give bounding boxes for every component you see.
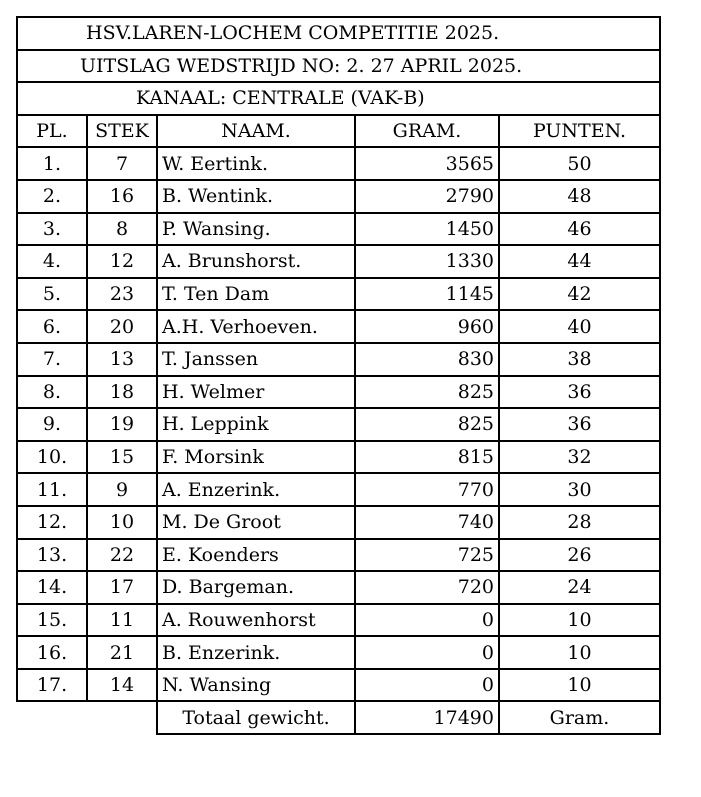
results-sheet	[16, 16, 661, 735]
table-row	[17, 408, 660, 441]
column-header-naam: NAAM.	[157, 115, 355, 148]
column-header-punten: PUNTEN.	[499, 115, 660, 148]
cell-punten: 44	[499, 245, 660, 278]
cell-gram: 1450	[355, 213, 499, 246]
cell-stek: 18	[87, 376, 157, 409]
total-row	[17, 701, 660, 734]
cell-place: 16.	[17, 636, 87, 669]
cell-name: A. Rouwenhorst	[157, 604, 355, 637]
cell-punten: 26	[499, 539, 660, 572]
table-row	[17, 278, 660, 311]
cell-gram: 960	[355, 310, 499, 343]
cell-gram: 825	[355, 408, 499, 441]
cell-stek: 21	[87, 636, 157, 669]
cell-gram: 770	[355, 473, 499, 506]
header-row-match	[17, 50, 660, 83]
match-info: UITSLAG WEDSTRIJD NO: 2. 27 APRIL 2025.	[17, 50, 660, 83]
cell-stek: 15	[87, 441, 157, 474]
total-weight: 17490	[355, 701, 499, 734]
cell-punten: 46	[499, 213, 660, 246]
cell-punten: 32	[499, 441, 660, 474]
cell-place: 6.	[17, 310, 87, 343]
table-row	[17, 213, 660, 246]
cell-punten: 40	[499, 310, 660, 343]
cell-gram: 1330	[355, 245, 499, 278]
cell-place: 15.	[17, 604, 87, 637]
cell-punten: 50	[499, 147, 660, 180]
cell-stek: 20	[87, 310, 157, 343]
cell-gram: 0	[355, 669, 499, 702]
cell-place: 7.	[17, 343, 87, 376]
cell-gram: 740	[355, 506, 499, 539]
table-row	[17, 636, 660, 669]
column-header-gram: GRAM.	[355, 115, 499, 148]
cell-place: 4.	[17, 245, 87, 278]
header-row-location	[17, 82, 660, 115]
cell-gram: 825	[355, 376, 499, 409]
column-header-row	[17, 115, 660, 148]
cell-name: B. Wentink.	[157, 180, 355, 213]
cell-name: H. Welmer	[157, 376, 355, 409]
cell-name: W. Eertink.	[157, 147, 355, 180]
cell-name: T. Ten Dam	[157, 278, 355, 311]
cell-stek: 22	[87, 539, 157, 572]
cell-stek: 16	[87, 180, 157, 213]
cell-stek: 23	[87, 278, 157, 311]
cell-place: 3.	[17, 213, 87, 246]
table-row	[17, 506, 660, 539]
cell-gram: 3565	[355, 147, 499, 180]
cell-place: 13.	[17, 539, 87, 572]
cell-place: 5.	[17, 278, 87, 311]
header-row-title	[17, 17, 660, 50]
table-row	[17, 604, 660, 637]
column-header-pl: PL.	[17, 115, 87, 148]
cell-punten: 10	[499, 669, 660, 702]
cell-gram: 1145	[355, 278, 499, 311]
location-info: KANAAL: CENTRALE (VAK-B)	[17, 82, 660, 115]
table-row	[17, 180, 660, 213]
table-row	[17, 441, 660, 474]
table-row	[17, 539, 660, 572]
cell-name: A. Brunshorst.	[157, 245, 355, 278]
cell-gram: 815	[355, 441, 499, 474]
cell-place: 11.	[17, 473, 87, 506]
cell-punten: 10	[499, 604, 660, 637]
cell-place: 14.	[17, 571, 87, 604]
table-row	[17, 310, 660, 343]
cell-name: P. Wansing.	[157, 213, 355, 246]
cell-name: H. Leppink	[157, 408, 355, 441]
column-header-stek: STEK	[87, 115, 157, 148]
cell-punten: 38	[499, 343, 660, 376]
cell-punten: 36	[499, 408, 660, 441]
cell-name: D. Bargeman.	[157, 571, 355, 604]
table-row	[17, 376, 660, 409]
table-row	[17, 147, 660, 180]
cell-punten: 30	[499, 473, 660, 506]
table-row	[17, 571, 660, 604]
cell-punten: 48	[499, 180, 660, 213]
cell-name: A.H. Verhoeven.	[157, 310, 355, 343]
cell-stek: 14	[87, 669, 157, 702]
cell-name: B. Enzerink.	[157, 636, 355, 669]
cell-name: N. Wansing	[157, 669, 355, 702]
cell-stek: 17	[87, 571, 157, 604]
cell-place: 2.	[17, 180, 87, 213]
table-row	[17, 669, 660, 702]
cell-stek: 7	[87, 147, 157, 180]
cell-stek: 9	[87, 473, 157, 506]
cell-punten: 28	[499, 506, 660, 539]
cell-place: 1.	[17, 147, 87, 180]
cell-gram: 720	[355, 571, 499, 604]
cell-name: T. Janssen	[157, 343, 355, 376]
cell-stek: 19	[87, 408, 157, 441]
table-row	[17, 473, 660, 506]
cell-name: E. Koenders	[157, 539, 355, 572]
cell-punten: 24	[499, 571, 660, 604]
cell-punten: 10	[499, 636, 660, 669]
cell-stek: 13	[87, 343, 157, 376]
cell-stek: 12	[87, 245, 157, 278]
results-rows	[17, 147, 660, 701]
cell-place: 10.	[17, 441, 87, 474]
table-row	[17, 245, 660, 278]
cell-gram: 2790	[355, 180, 499, 213]
cell-place: 9.	[17, 408, 87, 441]
cell-stek: 11	[87, 604, 157, 637]
cell-gram: 0	[355, 604, 499, 637]
cell-punten: 36	[499, 376, 660, 409]
cell-name: M. De Groot	[157, 506, 355, 539]
total-unit: Gram.	[499, 701, 660, 734]
cell-gram: 0	[355, 636, 499, 669]
competition-title: HSV.LAREN-LOCHEM COMPETITIE 2025.	[17, 17, 660, 50]
cell-gram: 830	[355, 343, 499, 376]
results-table	[16, 16, 661, 735]
total-label: Totaal gewicht.	[157, 701, 355, 734]
cell-name: F. Morsink	[157, 441, 355, 474]
cell-stek: 10	[87, 506, 157, 539]
cell-punten: 42	[499, 278, 660, 311]
cell-place: 12.	[17, 506, 87, 539]
cell-place: 17.	[17, 669, 87, 702]
cell-name: A. Enzerink.	[157, 473, 355, 506]
cell-stek: 8	[87, 213, 157, 246]
table-row	[17, 343, 660, 376]
cell-place: 8.	[17, 376, 87, 409]
cell-gram: 725	[355, 539, 499, 572]
